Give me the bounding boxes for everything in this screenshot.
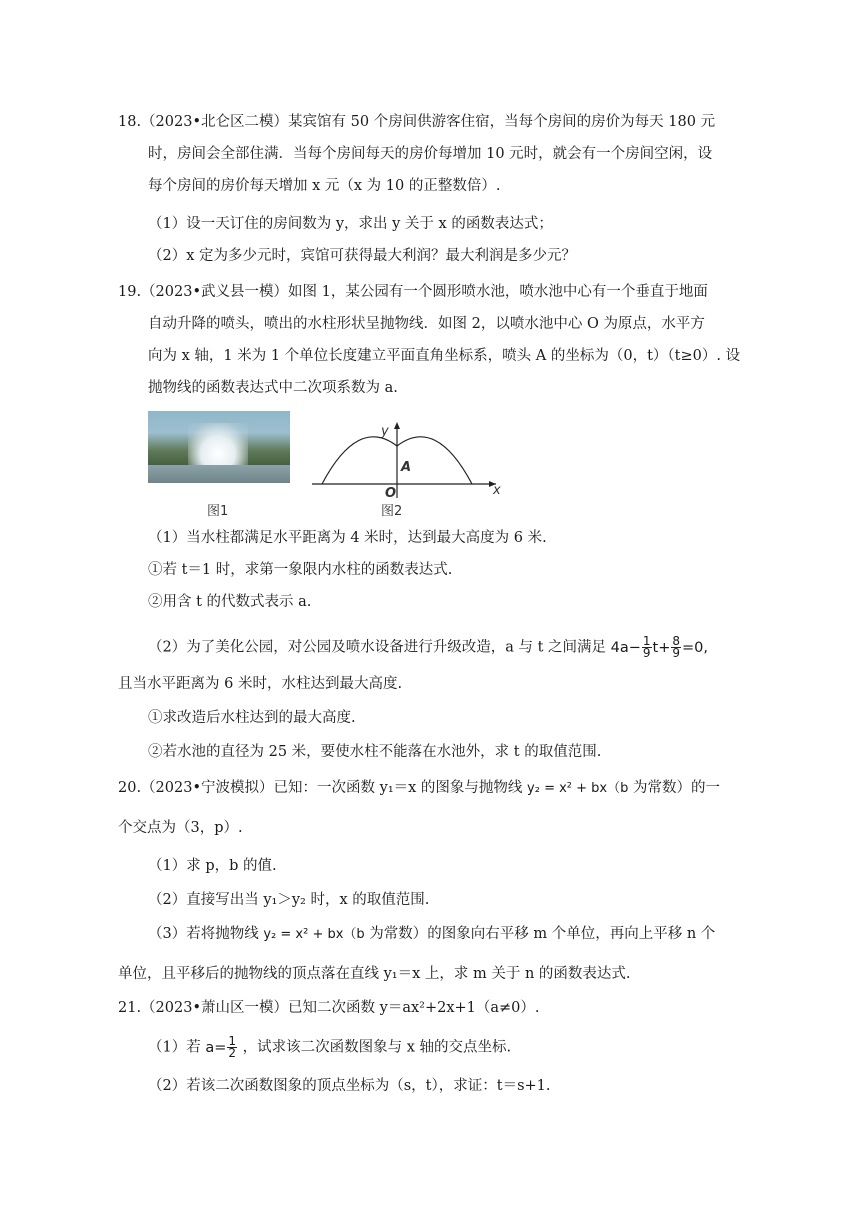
q20-part-1: （1）求 p，b 的值. — [148, 858, 277, 874]
q18-part-2: （2）x 定为多少元时，宾馆可获得最大利润？最大利润是多少元？ — [148, 248, 577, 264]
q20-part-3-text: （3）若将抛物线 — [148, 926, 259, 942]
fraction-one-half — [227, 1036, 237, 1059]
fraction-numerator: 1 — [642, 634, 651, 648]
fountain-spray — [188, 423, 248, 467]
equation-end: =0, — [682, 639, 709, 656]
y-axis-label: y — [381, 424, 389, 439]
q19-line-4: 抛物线的函数表达式中二次项系数为 a. — [148, 380, 398, 396]
origin-label: O — [385, 486, 397, 501]
q21-equation — [205, 1034, 238, 1060]
q20-line-2: 个交点为（3，p）. — [118, 820, 243, 836]
fraction-denominator: 2 — [228, 1046, 237, 1060]
fraction-eight-ninths — [671, 636, 681, 659]
q19-part-1b: ②用含 t 的代数式表示 a. — [148, 594, 312, 610]
fraction-numerator: 1 — [228, 1034, 237, 1048]
q19-part-2a: ①求改造后水柱达到的最大高度. — [148, 710, 356, 726]
equation-lhs: a= — [205, 1039, 227, 1056]
q20-part-3-line-1 — [148, 924, 715, 945]
q19-line-1: 19.（2023•武义县一模）如图 1，某公园有一个圆形喷水池，喷水池中心有一个垂直于地面 — [118, 284, 708, 300]
fountain-pool — [148, 465, 290, 483]
q20-part-3-formula: y₂ = x² + bx（b — [263, 927, 365, 942]
fraction-denominator: 9 — [642, 646, 651, 660]
q19-part-1: （1）当水柱都满足水平距离为 4 米时，达到最大高度为 6 米. — [148, 530, 547, 546]
figure-2-caption: 图2 — [381, 504, 403, 519]
q19-line-2: 自动升降的喷头，喷出的水柱形状呈抛物线．如图 2，以喷水池中心 O 为原点，水平方 — [148, 316, 705, 332]
q21-part-2: （2）若该二次函数图象的顶点坐标为（s，t），求证：t＝s+1. — [148, 1078, 551, 1094]
figure-1-caption: 图1 — [207, 504, 229, 519]
q20-part-3-end: 为常数）的图象向右平移 m 个单位，再向上平移 n 个 — [369, 926, 716, 942]
q20-part-2: （2）直接写出当 y₁＞y₂ 时，x 的取值范围. — [148, 892, 430, 908]
fountain-photo — [148, 411, 290, 483]
equation-term-t: t+ — [652, 639, 671, 656]
q21-line-1: 21.（2023•萧山区一模）已知二次函数 y＝ax²+2x+1（a≠0）. — [118, 1000, 540, 1016]
x-axis-label: x — [493, 483, 501, 498]
q21-part-1 — [148, 1036, 511, 1059]
q19-part-1a: ①若 t＝1 时，求第一象限内水柱的函数表达式. — [148, 562, 453, 578]
q18-part-1: （1）设一天订住的房间数为 y，求出 y 关于 x 的函数表达式； — [148, 216, 553, 232]
fraction-one-ninth — [642, 636, 652, 659]
q21-part-1-text: （1）若 — [148, 1039, 201, 1056]
q20-line-1-end: 为常数）的一 — [632, 780, 720, 796]
y-axis-arrow — [394, 422, 400, 429]
parabola-diagram — [300, 418, 510, 500]
q19-part-2-line-2: 且当水平距离为 6 米时，水柱达到最大高度. — [118, 676, 403, 692]
q20-line-1-text: 20.（2023•宁波模拟）已知：一次函数 y₁＝x 的图象与抛物线 — [118, 780, 523, 796]
q19-part-2-line-1 — [148, 636, 708, 659]
left-parabola — [322, 437, 397, 484]
fraction-denominator: 9 — [672, 646, 681, 660]
q19-line-3: 向为 x 轴，1 米为 1 个单位长度建立平面直角坐标系，喷头 A 的坐标为（0，t）（t≥0）. 设 — [148, 348, 741, 364]
q20-parabola-formula: y₂ = x² + bx（b — [527, 781, 629, 796]
q19-part-2b: ②若水池的直径为 25 米，要使水柱不能落在水池外，求 t 的取值范围. — [148, 744, 602, 760]
q20-part-3-line-2: 单位，且平移后的抛物线的顶点落在直线 y₁＝x 上，求 m 关于 n 的函数表达式. — [118, 966, 631, 982]
point-a-label: A — [401, 460, 412, 475]
q18-line-3: 每个房间的房价每天增加 x 元（x 为 10 的正整数倍）. — [148, 178, 501, 194]
q19-part-2-text: （2）为了美化公园，对公园及喷水设备进行升级改造，a 与 t 之间满足 — [148, 639, 607, 656]
q21-part-1-end: ，试求该二次函数图象与 x 轴的交点坐标. — [242, 1039, 512, 1056]
q20-line-1 — [118, 778, 720, 799]
fraction-numerator: 8 — [672, 634, 681, 648]
q19-equation — [610, 634, 709, 660]
q18-line-2: 时，房间会全部住满．当每个房间每天的房价每增加 10 元时，就会有一个房间空闲，设 — [148, 146, 713, 162]
q18-line-1: 18.（2023•北仑区二模）某宾馆有 50 个房间供游客住宿，当每个房间的房价为每天 180 元 — [118, 114, 716, 130]
equation-term-4a: 4a− — [610, 639, 641, 656]
